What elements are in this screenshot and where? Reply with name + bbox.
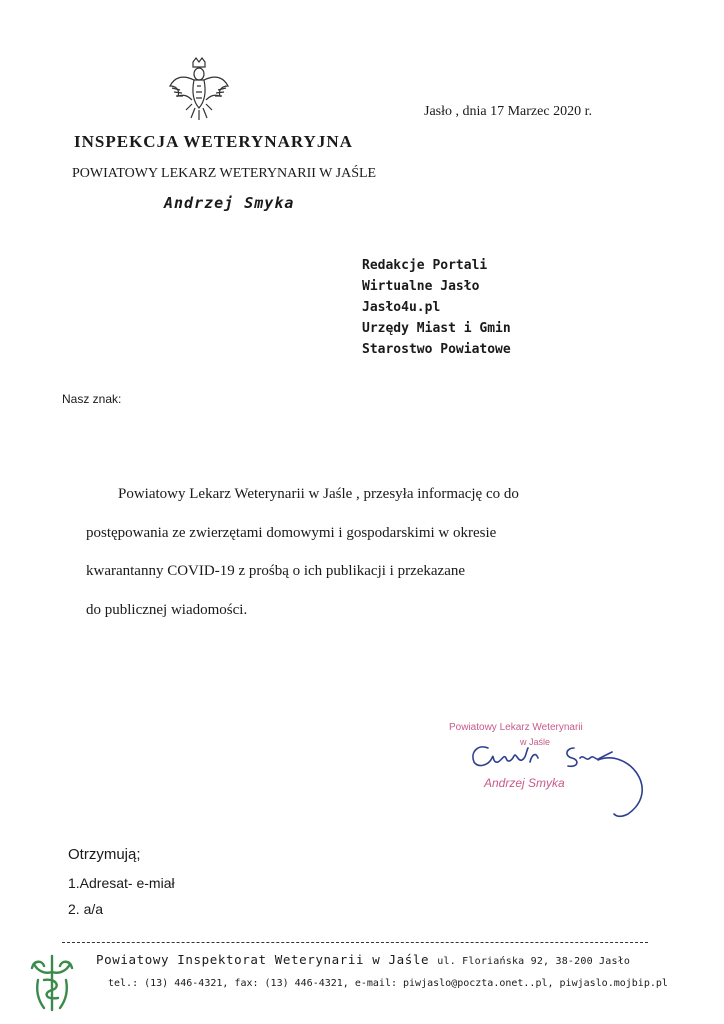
recipient-list: [362, 255, 511, 360]
body-line: do publicznej wiadomości.: [86, 602, 248, 619]
distribution-title: Otrzymują;: [68, 846, 141, 863]
footer-org-name: Powiatowy Inspektorat Weterynarii w Jaśle: [96, 952, 430, 967]
footer-contact: tel.: (13) 446-4321, fax: (13) 446-4321, e-mail: piwjaslo@poczta.onet..pl, piwjaslo.mojbip.pl: [108, 978, 668, 989]
letter-body: [86, 484, 646, 639]
signature-flourish: [598, 758, 642, 816]
stamp-text: Andrzej Smyka: [484, 776, 565, 790]
reference-label: Nasz znak:: [62, 392, 122, 406]
date-line: Jasło , dnia 17 Marzec 2020 r.: [424, 104, 592, 119]
veterinary-caduceus-logo-icon: [24, 950, 80, 1014]
footer-org-line: [96, 952, 630, 967]
signature-stamp: [448, 718, 648, 828]
signature-stroke: [473, 747, 538, 766]
officer-title: POWIATOWY LEKARZ WETERYNARII W JAŚLE: [72, 166, 377, 181]
recipient-item: Jasło4u.pl: [362, 300, 441, 315]
stamp-text: Powiatowy Lekarz Weterynarii: [449, 722, 583, 733]
distribution-item: 1.Adresat- e-miał: [68, 875, 175, 891]
polish-eagle-emblem-icon: [168, 56, 230, 122]
distribution-list: [68, 870, 175, 922]
recipient-item: Starostwo Powiatowe: [362, 342, 511, 357]
signature-stroke: [567, 748, 612, 766]
recipient-item: Redakcje Portali: [362, 258, 488, 273]
officer-name: Andrzej Smyka: [164, 194, 295, 212]
distribution-item: 2. a/a: [68, 901, 104, 917]
body-line: postępowania ze zwierzętami domowymi i gospodarskimi w okresie: [86, 524, 497, 541]
body-line: Powiatowy Lekarz Weterynarii w Jaśle , przesyła informację co do: [118, 486, 519, 502]
recipient-item: Urzędy Miast i Gmin: [362, 321, 511, 336]
institution-title: INSPEKCJA WETERYNARYJNA: [74, 132, 353, 151]
footer-address: ul. Floriańska 92, 38-200 Jasło: [437, 956, 631, 967]
stamp-text: w Jaśle: [520, 737, 551, 747]
footer-divider: [62, 942, 648, 943]
body-line: kwarantanny COVID-19 z prośbą o ich publikacji i przekazane: [86, 563, 466, 580]
recipient-item: Wirtualne Jasło: [362, 279, 480, 294]
